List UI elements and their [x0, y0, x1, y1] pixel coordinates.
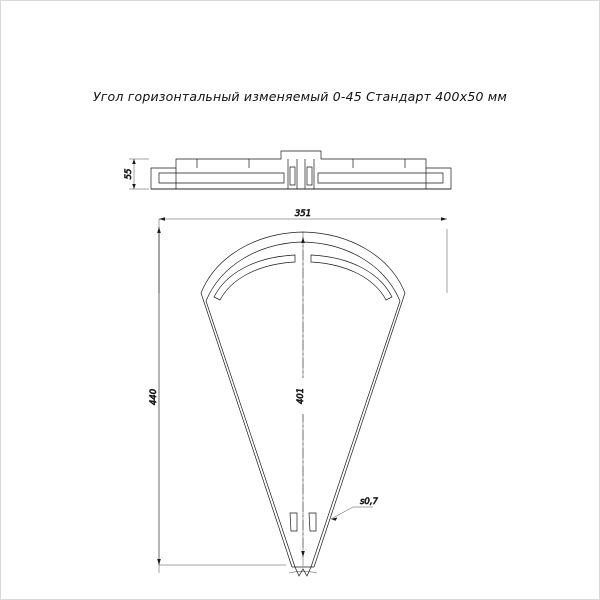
- dimension-label-440: 440: [149, 388, 159, 406]
- dimension-thickness-s07: [331, 497, 379, 521]
- dimension-height-401: [295, 237, 311, 557]
- technical-drawing: [1, 1, 600, 600]
- dimension-label-401: 401: [296, 387, 306, 405]
- dimension-height-440: [149, 219, 286, 573]
- dimension-label-55: 55: [124, 168, 134, 180]
- dimension-label-351: 351: [294, 209, 312, 219]
- dimension-height-55: [124, 159, 149, 189]
- front-elevation-view: [151, 151, 451, 189]
- dimension-label-s07: s0,7: [360, 497, 378, 507]
- page-title: Угол горизонтальный изменяемый 0-45 Стандарт 400х50 мм: [92, 89, 508, 104]
